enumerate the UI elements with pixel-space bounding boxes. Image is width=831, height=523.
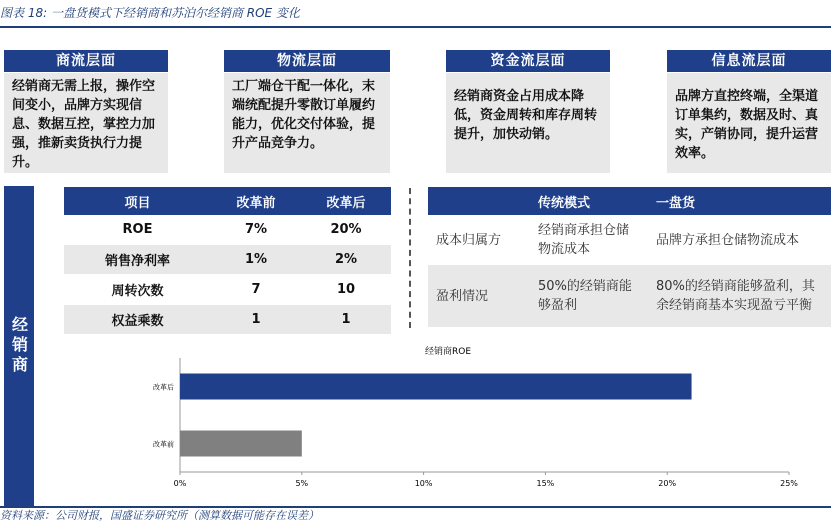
layer-body-logistics: 工厂端仓干配一体化，末端统配提升零散订单履约能力，优化交付体验，提升产品竞争力。 [224,73,390,173]
table-cell: 10 [301,275,391,305]
table-header-row [64,187,391,215]
table-cell: ROE [64,215,211,245]
table-header: 一盘货 [648,187,831,215]
table-header: 改革后 [301,187,391,215]
table-cell: 50%的经销商能够盈利 [530,265,648,327]
figure-caption: 图表 18: 一盘货模式下经销商和苏泊尔经销商 ROE 变化 [0,6,300,20]
x-tick-label: 15% [536,479,555,488]
table-cell: 2% [301,245,391,275]
layer-body-information: 品牌方直控终端，全渠道订单集约，数据及时、真实，产销协同，提升运营效率。 [667,73,831,173]
table-cell: 7% [211,215,301,245]
table-cell: 1% [211,245,301,275]
chart-title: 经销商ROE [424,347,472,357]
dealer-side-label: 经销商 [4,186,34,506]
layer-title-logistics: 物流层面 [224,50,390,72]
table-cell: 1 [211,305,301,335]
table-row [64,305,391,335]
table-header: 改革前 [211,187,301,215]
category-label: 改革前 [153,440,174,449]
top-rule [0,26,831,28]
table-cell: 7 [211,275,301,305]
table-header: 传统模式 [530,187,648,215]
layer-body-capital: 经销商资金占用成本降低，资金周转和库存周转提升，加快动销。 [446,73,610,173]
table-cell: 盈利情况 [428,265,530,327]
table-row [64,215,391,245]
layer-title-commerce: 商流层面 [4,50,168,72]
table-cell: 品牌方承担仓储物流成本 [656,232,800,248]
layer-body-commerce: 经销商无需上报，操作空间变小，品牌方实现信息、数据互控，掌控力加强，推新卖货执行力提升。 [4,73,168,173]
table-cell: 80%的经销商能够盈利，其余经销商基本实现盈亏平衡 [648,265,831,327]
dashed-divider [409,188,411,328]
table-header-row [428,187,831,215]
chart-svg [153,340,798,500]
table-cell: 成本归属方 [436,232,502,248]
source-note: 资料来源：公司财报，国盛证券研究所（测算数据可能存在误差） [0,509,319,522]
x-tick-label: 5% [295,479,309,488]
mode-comparison-table [428,187,831,327]
bar [180,431,302,457]
table-cell: 1 [301,305,391,335]
layer-title-information: 信息流层面 [667,50,831,72]
table-header: 项目 [64,187,211,215]
table-row [64,245,391,275]
table-row [428,215,831,265]
table-cell: 权益乘数 [64,305,211,335]
x-tick-label: 25% [780,479,798,488]
layer-title-capital: 资金流层面 [446,50,610,72]
x-tick-label: 0% [173,479,187,488]
table-cell: 销售净利率 [64,245,211,275]
x-tick-label: 20% [658,479,677,488]
roe-bar-chart [153,340,798,500]
category-label: 改革后 [153,383,174,392]
table-row [428,265,831,327]
table-row [64,275,391,305]
dealer-metrics-table [64,187,391,335]
table-cell: 周转次数 [64,275,211,305]
table-cell: 20% [301,215,391,245]
table-cell: 经销商承担仓储物流成本 [538,223,630,257]
x-tick-label: 10% [414,479,433,488]
bar [180,374,692,400]
table-header [428,187,530,215]
